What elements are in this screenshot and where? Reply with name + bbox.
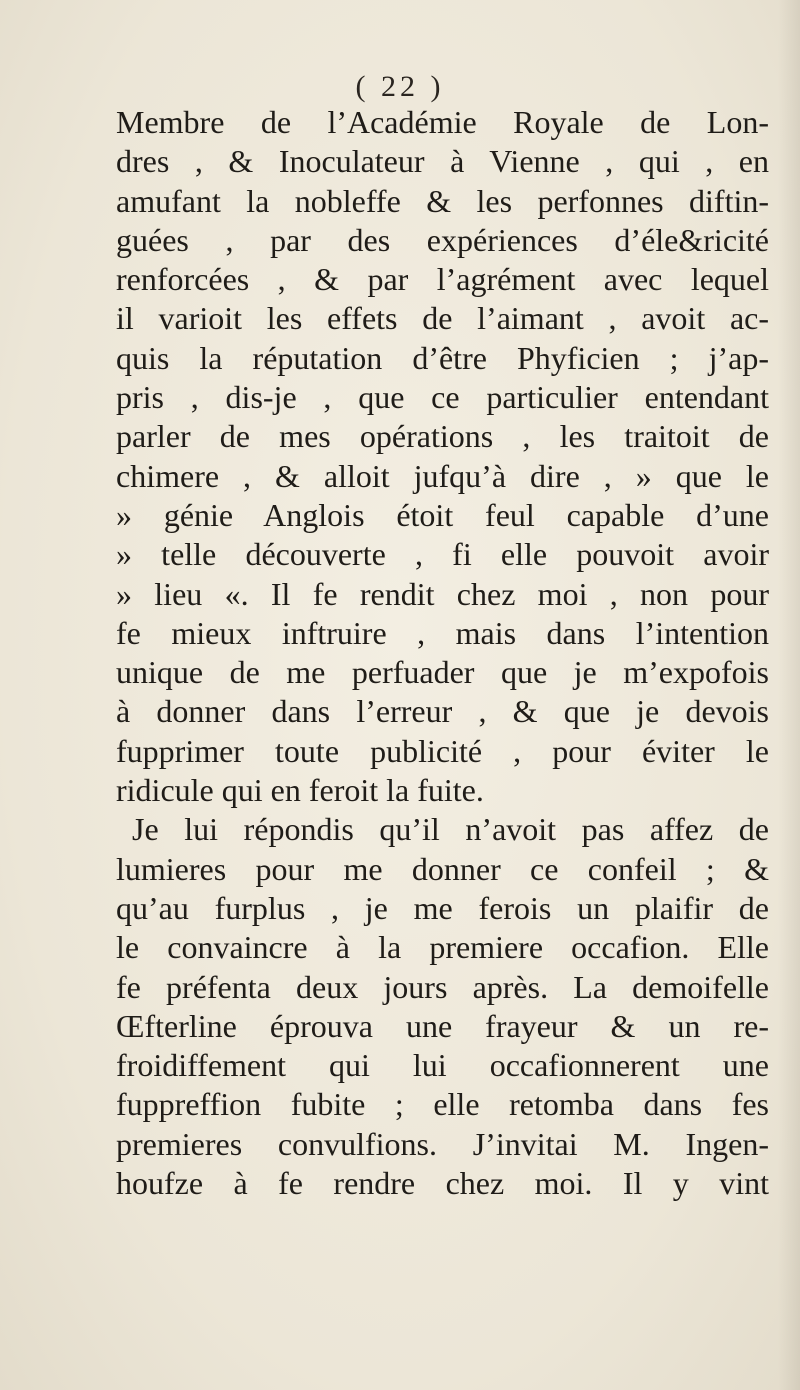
- text-line: fuppreffion fubite ; elle retomba dans fes: [116, 1086, 769, 1123]
- text-line: unique de me perfuader que je m’expofois: [116, 654, 769, 691]
- text-line: fe mieux inftruire , mais dans l’intention: [116, 614, 769, 651]
- text-line: houfze à fe rendre chez moi. Il y vint: [116, 1165, 769, 1202]
- text-line: lumieres pour me donner ce confeil ; &: [116, 850, 769, 887]
- page-edge-shadow: [778, 0, 800, 1390]
- text-line: » lieu «. Il fe rendit chez moi , non pour: [116, 575, 769, 612]
- text-line: » génie Anglois étoit feul capable d’une: [116, 496, 769, 533]
- text-line: premieres convulfions. J’invitai M. Ingen-: [116, 1125, 769, 1162]
- text-line: Œfterline éprouva une frayeur & un re-: [116, 1007, 769, 1044]
- text-line: parler de mes opérations , les traitoit de: [116, 418, 769, 455]
- text-line: quis la réputation d’être Phyficien ; j’ap-: [116, 339, 769, 376]
- text-line: le convaincre à la premiere occafion. Elle: [116, 929, 769, 966]
- text-line: dres , & Inoculateur à Vienne , qui , en: [116, 143, 769, 180]
- text-line: il varioit les effets de l’aimant , avoit ac-: [116, 300, 769, 337]
- body-text: [116, 103, 769, 1203]
- text-line: amufant la nobleffe & les perfonnes diftin-: [116, 182, 769, 219]
- text-line: fe préfenta deux jours après. La demoifelle: [116, 968, 769, 1005]
- text-line: guées , par des expériences d’éle&ricité: [116, 221, 769, 258]
- page-number: ( 22 ): [355, 70, 445, 103]
- text-line: renforcées , & par l’agrément avec lequel: [116, 261, 769, 298]
- text-line: froidiffement qui lui occafionnerent une: [116, 1047, 769, 1084]
- text-line: fupprimer toute publicité , pour éviter le: [116, 732, 769, 769]
- text-line: chimere , & alloit jufqu’à dire , » que le: [116, 457, 769, 494]
- text-line: » telle découverte , fi elle pouvoit avoir: [116, 536, 769, 573]
- text-line: qu’au furplus , je me ferois un plaifir de: [116, 889, 769, 926]
- text-line: Je lui répondis qu’il n’avoit pas affez de: [132, 811, 769, 848]
- text-line: ridicule qui en feroit la fuite.: [116, 772, 484, 809]
- text-line: Membre de l’Académie Royale de Lon-: [116, 104, 769, 140]
- text-line: à donner dans l’erreur , & que je devois: [116, 693, 769, 730]
- text-line: pris , dis-je , que ce particulier entendant: [116, 379, 769, 416]
